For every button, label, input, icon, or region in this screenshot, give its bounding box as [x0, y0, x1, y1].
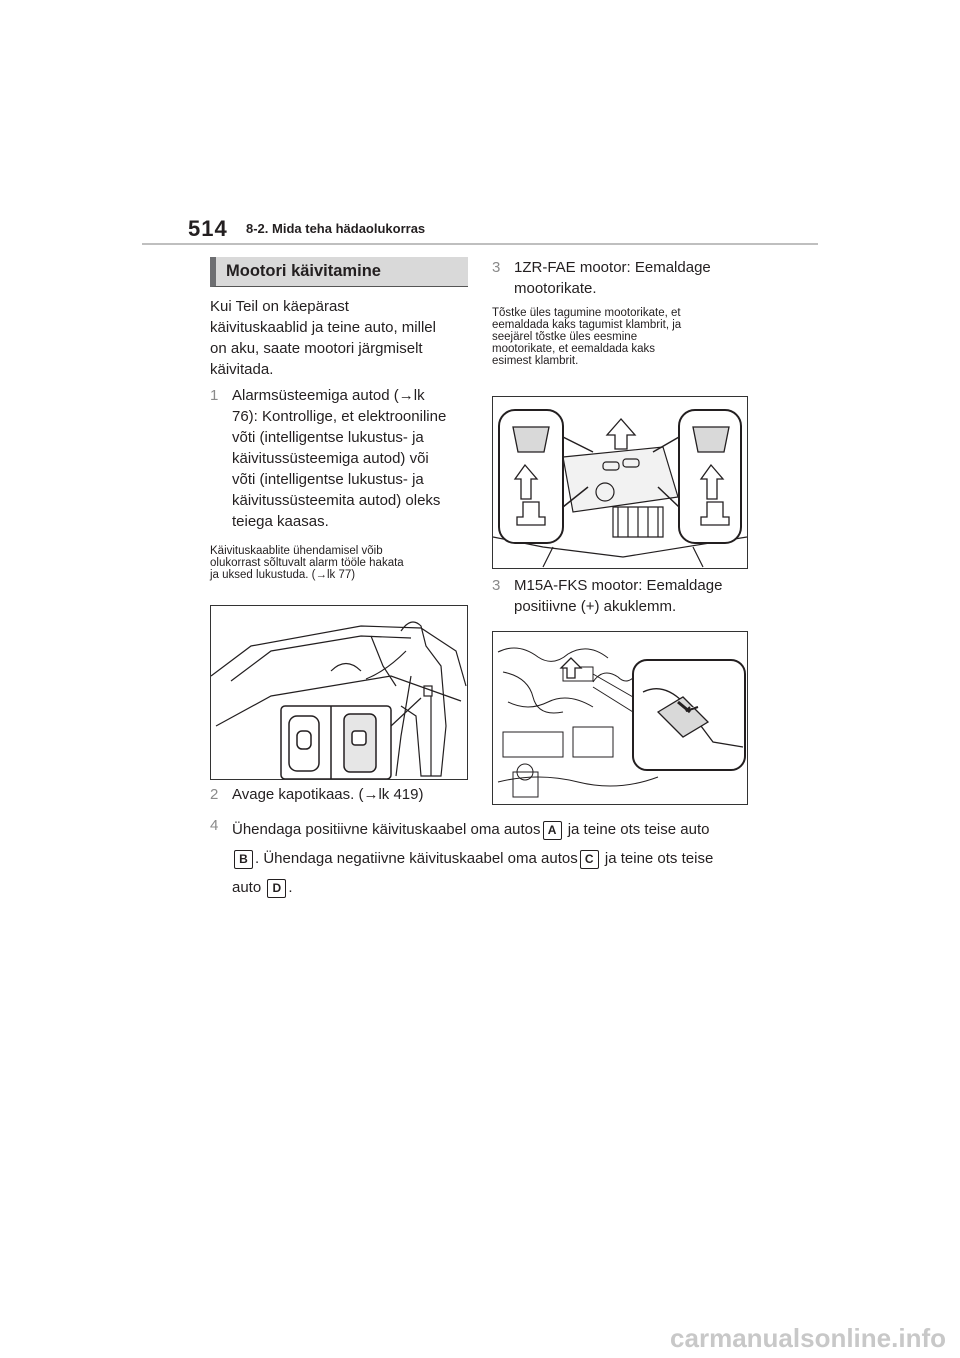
label-b-badge: B — [234, 850, 253, 869]
figure-engine-cover — [492, 396, 748, 569]
step-line: võti (intelligentse lukustus- ja — [232, 429, 424, 446]
intro-line: käivitada. — [210, 361, 274, 378]
step-3-m15a — [492, 575, 762, 619]
intro-paragraph — [210, 296, 470, 380]
note-1 — [210, 545, 472, 581]
step-4-text: auto — [232, 879, 262, 896]
step-line: võti (intelligentse lukustus- ja — [232, 471, 424, 488]
watermark: carmanualsonline.info — [670, 1323, 946, 1353]
page-number: 514 — [188, 216, 228, 241]
section-heading-text: Mootori käivitamine — [226, 262, 381, 280]
step-number: 3 — [492, 577, 501, 594]
step-3-1zr — [492, 257, 762, 301]
intro-line: Kui Teil on käepärast — [210, 298, 349, 315]
step-line: käivitussüsteemita autod) oleks — [232, 492, 441, 509]
step-4-text: Ühendaga positiivne käivituskaabel oma autos — [232, 821, 541, 838]
note-line: Tõstke üles tagumine mootorikate, et — [492, 307, 681, 319]
section-heading — [210, 257, 468, 287]
step-line: mootorikate. — [514, 280, 597, 297]
step-4-text: . Ühendaga negatiivne käivituskaabel oma autos — [255, 850, 578, 867]
step-2 — [210, 784, 472, 806]
car-key-illustration — [211, 606, 467, 779]
step-4-line-1 — [232, 815, 762, 844]
step-4-text: ja teine ots teise — [604, 850, 714, 867]
step-4 — [210, 815, 770, 895]
section-title: 8-2. Mida teha hädaolukorras — [246, 221, 426, 236]
figure-car-key — [210, 605, 468, 780]
step-line: positiivne (+) akuklemm. — [514, 598, 677, 615]
label-d-badge: D — [267, 879, 286, 898]
battery-terminal-illustration — [493, 632, 747, 804]
note-line: olukorrast sõltuvalt alarm tööle hakata — [210, 557, 404, 569]
note-line: ja uksed lukustuda. (→lk 77) — [210, 569, 356, 581]
intro-line: käivituskaablid ja teine auto, millel — [210, 319, 436, 336]
step-number: 2 — [210, 786, 219, 803]
step-line: M15A-FKS mootor: Eemaldage — [514, 577, 723, 594]
step-line: Alarmsüsteemiga autod (→lk — [232, 387, 425, 404]
step-line: 1ZR-FAE mootor: Eemaldage — [514, 259, 711, 276]
note-line: mootorikate, et eemaldada kaks — [492, 343, 656, 355]
step-4-line-3 — [232, 873, 762, 902]
step-4-text: . — [288, 879, 293, 896]
step-line: 76): Kontrollige, et elektrooniline — [232, 408, 447, 425]
step-number: 3 — [492, 259, 501, 276]
engine-cover-illustration — [493, 397, 747, 568]
note-3 — [492, 307, 754, 367]
label-c-badge: C — [580, 850, 599, 869]
figure-battery-terminal — [492, 631, 748, 805]
label-a-badge: A — [543, 821, 562, 840]
step-line: teiega kaasas. — [232, 513, 329, 530]
header-divider — [142, 243, 818, 245]
step-number: 1 — [210, 387, 219, 404]
step-line: käivitussüsteemiga autod) või — [232, 450, 429, 467]
note-line: eemaldada kaks tagumist klambrit, ja — [492, 319, 682, 331]
step-4-text: ja teine ots teise auto — [567, 821, 710, 838]
note-line: seejärel tõstke üles eesmine — [492, 331, 638, 343]
step-4-line-2 — [232, 844, 762, 873]
step-text — [232, 815, 762, 902]
step-text — [514, 257, 711, 299]
intro-line: on aku, saate mootori järgmiselt — [210, 340, 423, 357]
note-line: esimest klambrit. — [492, 355, 579, 367]
step-text — [514, 575, 722, 617]
step-number: 4 — [210, 817, 219, 834]
step-text — [232, 385, 446, 532]
step-1 — [210, 385, 472, 545]
note-line: Käivituskaablite ühendamisel võib — [210, 545, 383, 557]
step-text: Avage kapotikaas. (→lk 419) — [232, 786, 424, 803]
